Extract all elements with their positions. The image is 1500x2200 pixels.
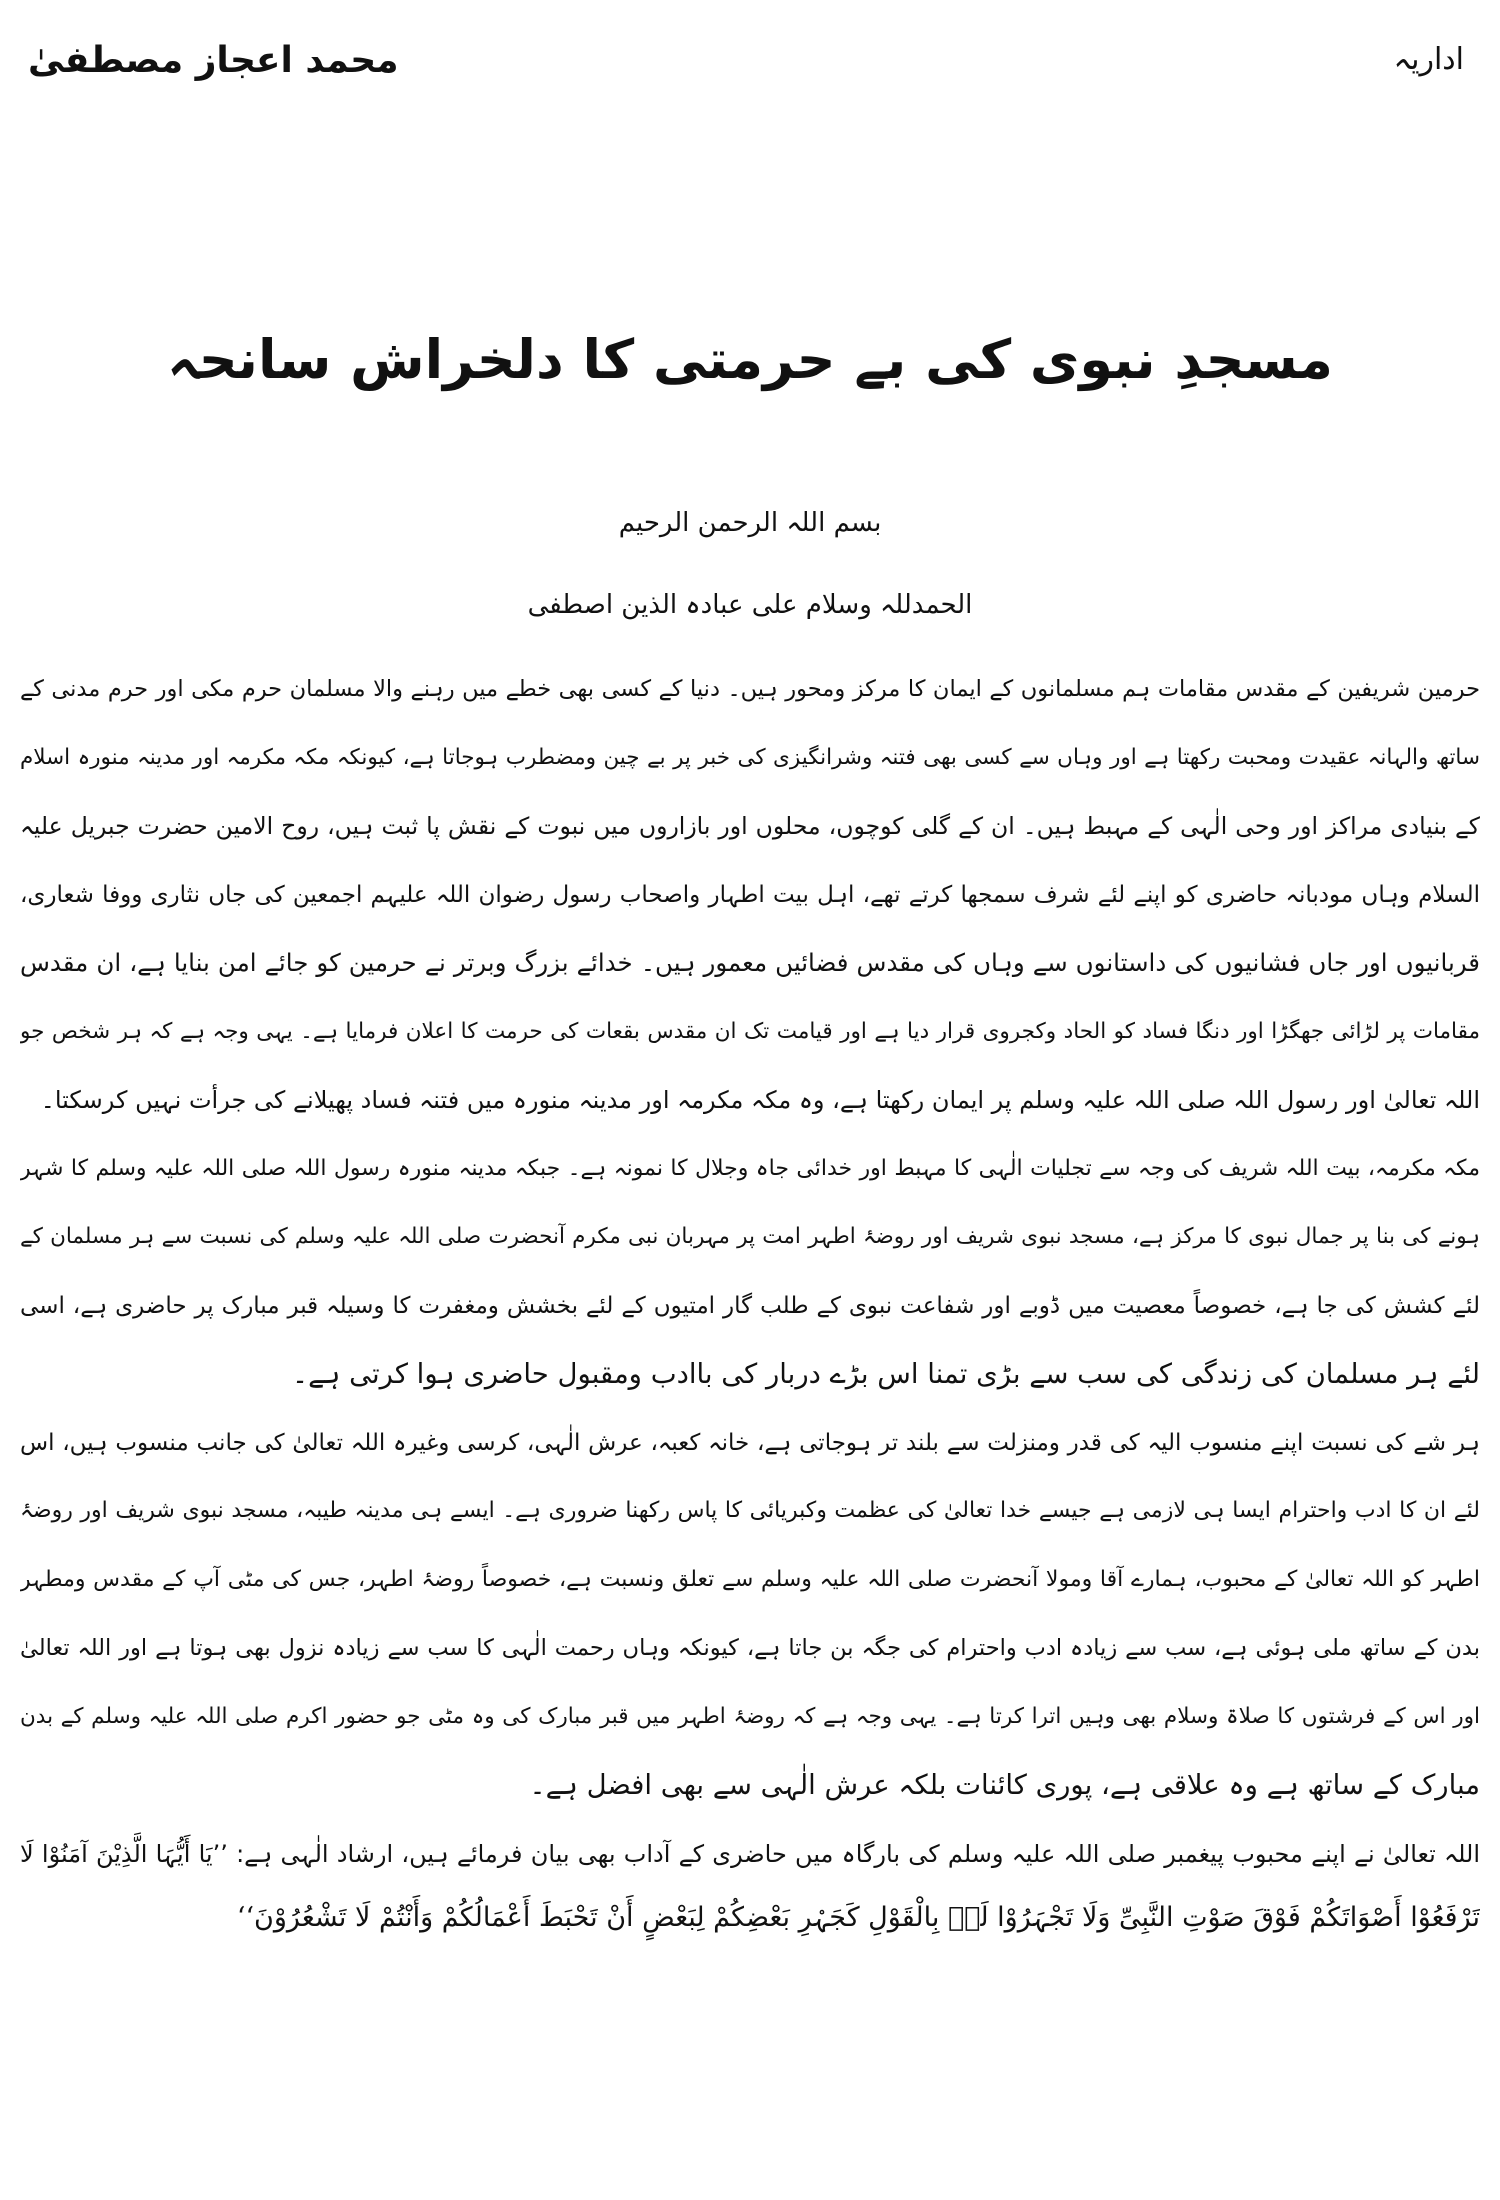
page-title: مسجدِ نبوی کی بے حرمتی کا دلخراش سانحہ <box>167 328 1333 391</box>
section-label: اداریہ <box>1393 42 1464 77</box>
body-line: اطہر کو اللہ تعالیٰ کے محبوب، ہمارے آقا ومولا آنحضرت صلی اللہ علیہ وسلم سے تعلق ونسبت ہے، خصوصاً روضۂ اطہر، جس کی مٹی آپ کے مقدس ومطہر <box>20 1566 1480 1592</box>
body-line: مبارک کے ساتھ ہے وہ علاقی ہے، پوری کائنات بلکہ عرش الٰہی سے بھی افضل ہے۔ <box>529 1769 1480 1801</box>
body-line: لئے ہر مسلمان کی زندگی کی سب سے بڑی تمنا اس بڑے دربار کی باادب ومقبول حاضری ہوا کرتی ہے۔ <box>292 1358 1480 1390</box>
body-line: کے بنیادی مراکز اور وحی الٰہی کے مہبط ہیں۔ ان کے گلی کوچوں، محلوں اور بازاروں میں نبوت کے نقش پا ثبت ہیں، روح الامین حضرت جبریل علیہ <box>20 812 1480 840</box>
body-line: ہر شے کی نسبت اپنے منسوب الیہ کی قدر ومنزلت سے بلند تر ہوجاتی ہے، خانہ کعبہ، عرش الٰہی، کرسی وغیرہ اللہ تعالیٰ کی جانب منسوب ہیں، اس <box>20 1429 1480 1456</box>
body-line: بدن کے ساتھ ملی ہوئی ہے، سب سے زیادہ ادب واحترام کی جگہ بن جاتا ہے، کیونکہ وہاں رحمت الٰہی کا سب سے زیادہ نزول بھی ہوتا ہے اور اللہ تعالیٰ <box>20 1635 1480 1661</box>
body-line: مقامات پر لڑائی جھگڑا اور دنگا فساد کو الحاد وکجروی قرار دیا ہے اور قیامت تک ان مقدس بقعات کی حرمت کا اعلان فرمایا ہے۔ یہی وجہ ہے کہ ہر شخص جو <box>20 1018 1480 1044</box>
body-line: لئے کشش کی جا ہے، خصوصاً معصیت میں ڈوبے اور شفاعت نبوی کے طلب گار امتیوں کے لئے بخشش ومغفرت کا وسیلہ قبر مبارک پر حاضری ہے، اسی <box>20 1292 1480 1319</box>
body-line: ہونے کی بنا پر جمال نبوی کا مرکز ہے، مسجد نبوی شریف اور روضۂ اطہر امت پر مہربان نبی مکرم آنحضرت صلی اللہ علیہ وسلم کی نسبت سے ہر مسلمان کے <box>20 1224 1480 1249</box>
body-line: اور اس کے فرشتوں کا صلاۃ وسلام بھی وہیں اترا کرتا ہے۔ یہی وجہ ہے کہ روضۂ اطہر میں قبر مبارک کی وہ مٹی جو حضور اکرم صلی اللہ علیہ وسلم کے بدن <box>20 1703 1480 1729</box>
hamd-line: الحمدللہ وسلام علی عبادہ الذین اصطفی <box>527 590 973 620</box>
bismillah: بسم اللہ الرحمن الرحیم <box>618 508 882 538</box>
body-line: حرمین شریفین کے مقدس مقامات ہم مسلمانوں کے ایمان کا مرکز ومحور ہیں۔ دنیا کے کسی بھی خطے میں رہنے والا مسلمان حرم مکی اور حرم مدنی کے <box>20 676 1480 702</box>
body-line: ساتھ والہانہ عقیدت ومحبت رکھتا ہے اور وہاں سے کسی بھی فتنہ وشرانگیزی کی خبر پر بے چین ومضطرب ہوجاتا ہے، کیونکہ مکہ مکرمہ اور مدینہ منورہ اسلام <box>20 744 1480 770</box>
author-name: محمد اعجاز مصطفیٰ <box>28 40 399 81</box>
article-body <box>20 655 1480 1948</box>
body-line: مکہ مکرمہ، بیت اللہ شریف کی وجہ سے تجلیات الٰہی کا مہبط اور خدائی جاہ وجلال کا نمونہ ہے۔ جبکہ مدینہ منورہ رسول اللہ صلی اللہ علیہ وسلم کا شہر <box>20 1155 1480 1181</box>
body-line: اللہ تعالیٰ اور رسول اللہ صلی اللہ علیہ وسلم پر ایمان رکھتا ہے، وہ مکہ مکرمہ اور مدینہ منورہ میں فتنہ فساد پھیلانے کی جرأت نہیں کرسکتا۔ <box>40 1086 1480 1114</box>
body-line: اللہ تعالیٰ نے اپنے محبوب پیغمبر صلی اللہ علیہ وسلم کی بارگاہ میں حاضری کے آداب بھی بیان فرمائے ہیں، ارشاد الٰہی ہے: ’’یَا أَیُّہَا الَّذِیْنَ آمَنُوْا لَا <box>20 1839 1480 1868</box>
quran-ayah-line: تَرْفَعُوْا أَصْوَاتَکُمْ فَوْقَ صَوْتِ النَّبِیِّ وَلَا تَجْہَرُوْا لَہٗ بِالْقَوْلِ کَجَہْرِ بَعْضِکُمْ لِبَعْضٍ أَنْ تَحْبَطَ أَعْمَالُکُمْ وَأَنْتُمْ لَا تَشْعُرُوْنَ‘‘ <box>236 1902 1480 1933</box>
body-line: السلام وہاں مودبانہ حاضری کو اپنے لئے شرف سمجھا کرتے تھے، اہل بیت اطہار واصحاب رسول رضوان اللہ علیہم اجمعین کی جاں نثاری ووفا شعاری، <box>20 881 1480 908</box>
body-line: قربانیوں اور جاں فشانیوں کی داستانوں سے وہاں کی مقدس فضائیں معمور ہیں۔ خدائے بزرگ وبرتر نے حرمین کو جائے امن بنایا ہے، ان مقدس <box>20 948 1480 977</box>
body-line: لئے ان کا ادب واحترام ایسا ہی لازمی ہے جیسے خدا تعالیٰ کی عظمت وکبریائی کا پاس رکھنا ضروری ہے۔ ایسے ہی مدینہ طیبہ، مسجد نبوی شریف اور روضۂ <box>20 1498 1480 1523</box>
